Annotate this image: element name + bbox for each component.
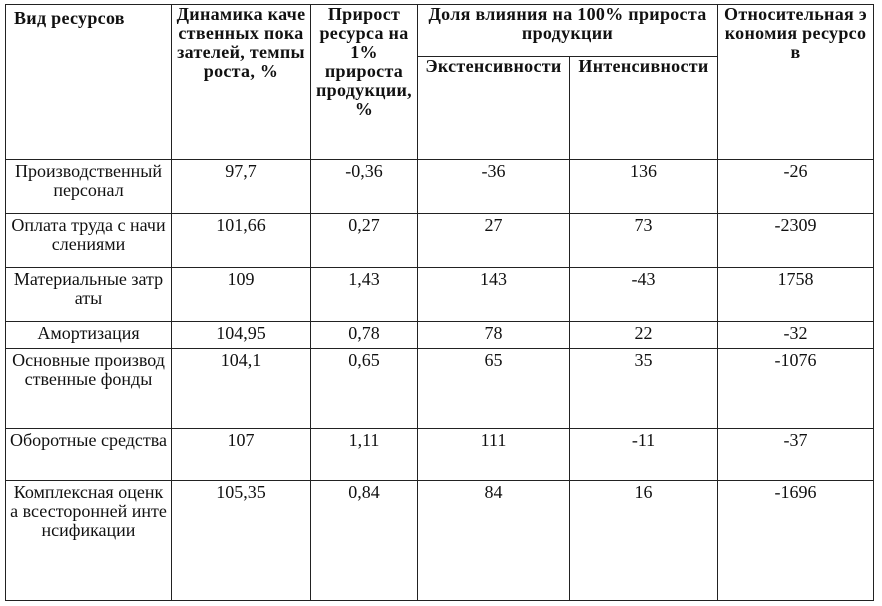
resource-name-cell: Основные производственные фонды bbox=[6, 349, 172, 429]
table-body bbox=[6, 160, 874, 601]
dynamics-cell: 101,66 bbox=[172, 214, 311, 268]
saving-cell: -2309 bbox=[718, 214, 874, 268]
resource-name-cell: Оплата труда с начислениями bbox=[6, 214, 172, 268]
resource-name-cell: Комплексная оценка всесторонней интенсификации bbox=[6, 481, 172, 601]
table-row bbox=[6, 481, 874, 601]
increment-cell: -0,36 bbox=[311, 160, 418, 214]
resource-name-cell: Материальные затраты bbox=[6, 268, 172, 322]
dynamics-cell: 105,35 bbox=[172, 481, 311, 601]
header-extensive: Экстенсивности bbox=[418, 57, 570, 160]
header-resource-type: Вид ресурсов bbox=[6, 5, 172, 160]
header-relative-saving: Относительная экономия ресурсов bbox=[718, 5, 874, 160]
header-dynamics: Динамика качественных показателей, темпы роста, % bbox=[172, 5, 311, 160]
extensive-cell: 111 bbox=[418, 429, 570, 481]
dynamics-cell: 109 bbox=[172, 268, 311, 322]
dynamics-cell: 104,95 bbox=[172, 322, 311, 349]
resource-name-cell: Амортизация bbox=[6, 322, 172, 349]
table-row bbox=[6, 349, 874, 429]
resource-name-cell: Оборотные средства bbox=[6, 429, 172, 481]
header-intensive: Интенсивности bbox=[570, 57, 718, 160]
saving-cell: -1076 bbox=[718, 349, 874, 429]
extensive-cell: 84 bbox=[418, 481, 570, 601]
dynamics-cell: 104,1 bbox=[172, 349, 311, 429]
table-row bbox=[6, 160, 874, 214]
extensive-cell: 27 bbox=[418, 214, 570, 268]
table-row bbox=[6, 214, 874, 268]
header-influence-share: Доля влияния на 100% прироста продукции bbox=[418, 5, 718, 57]
intensive-cell: -11 bbox=[570, 429, 718, 481]
increment-cell: 0,27 bbox=[311, 214, 418, 268]
intensive-cell: 35 bbox=[570, 349, 718, 429]
extensive-cell: 65 bbox=[418, 349, 570, 429]
increment-cell: 1,11 bbox=[311, 429, 418, 481]
header-increment: Прирост ресурса на 1% прироста продукции, % bbox=[311, 5, 418, 160]
intensive-cell: -43 bbox=[570, 268, 718, 322]
dynamics-cell: 97,7 bbox=[172, 160, 311, 214]
increment-cell: 0,78 bbox=[311, 322, 418, 349]
table-row bbox=[6, 268, 874, 322]
extensive-cell: 78 bbox=[418, 322, 570, 349]
resource-efficiency-table bbox=[5, 4, 874, 601]
saving-cell: -32 bbox=[718, 322, 874, 349]
dynamics-cell: 107 bbox=[172, 429, 311, 481]
increment-cell: 0,84 bbox=[311, 481, 418, 601]
intensive-cell: 136 bbox=[570, 160, 718, 214]
table-row bbox=[6, 429, 874, 481]
intensive-cell: 16 bbox=[570, 481, 718, 601]
saving-cell: -1696 bbox=[718, 481, 874, 601]
intensive-cell: 73 bbox=[570, 214, 718, 268]
extensive-cell: -36 bbox=[418, 160, 570, 214]
saving-cell: -26 bbox=[718, 160, 874, 214]
saving-cell: 1758 bbox=[718, 268, 874, 322]
extensive-cell: 143 bbox=[418, 268, 570, 322]
table-row bbox=[6, 322, 874, 349]
increment-cell: 0,65 bbox=[311, 349, 418, 429]
resource-name-cell: Производственный персонал bbox=[6, 160, 172, 214]
saving-cell: -37 bbox=[718, 429, 874, 481]
intensive-cell: 22 bbox=[570, 322, 718, 349]
increment-cell: 1,43 bbox=[311, 268, 418, 322]
